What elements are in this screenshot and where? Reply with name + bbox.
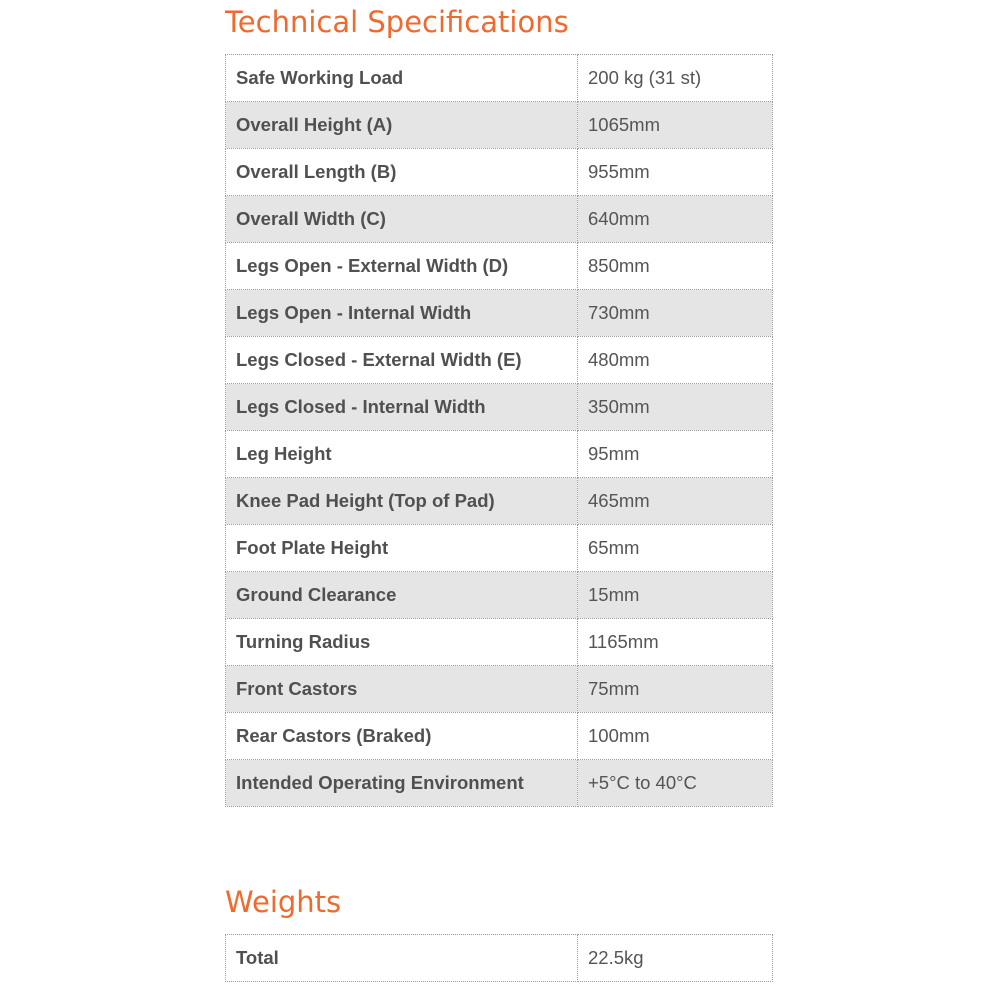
spec-value: 640mm — [578, 196, 773, 243]
spec-label: Safe Working Load — [226, 55, 578, 102]
table-row — [226, 102, 773, 149]
table-row — [226, 149, 773, 196]
spec-value: 1065mm — [578, 102, 773, 149]
spec-value: 850mm — [578, 243, 773, 290]
spec-label: Overall Length (B) — [226, 149, 578, 196]
table-row — [226, 431, 773, 478]
spec-value: 95mm — [578, 431, 773, 478]
spec-value: 65mm — [578, 525, 773, 572]
spec-label: Leg Height — [226, 431, 578, 478]
weights-heading: Weights — [225, 885, 342, 919]
spec-value: 480mm — [578, 337, 773, 384]
table-row — [226, 384, 773, 431]
table-row — [226, 666, 773, 713]
table-row — [226, 713, 773, 760]
table-row — [226, 619, 773, 666]
table-row — [226, 55, 773, 102]
table-row — [226, 760, 773, 807]
spec-label: Total — [226, 935, 578, 982]
spec-value: 350mm — [578, 384, 773, 431]
table-row — [226, 525, 773, 572]
spec-label: Ground Clearance — [226, 572, 578, 619]
spec-value: 100mm — [578, 713, 773, 760]
spec-value: 730mm — [578, 290, 773, 337]
table-row — [226, 196, 773, 243]
spec-label: Legs Open - External Width (D) — [226, 243, 578, 290]
spec-label: Legs Open - Internal Width — [226, 290, 578, 337]
spec-label: Intended Operating Environment — [226, 760, 578, 807]
technical-specifications-table — [225, 54, 773, 807]
spec-label: Legs Closed - Internal Width — [226, 384, 578, 431]
spec-value: 1165mm — [578, 619, 773, 666]
technical-specifications-heading: Technical Specifications — [225, 5, 569, 39]
spec-value: 15mm — [578, 572, 773, 619]
spec-label: Knee Pad Height (Top of Pad) — [226, 478, 578, 525]
table-row — [226, 935, 773, 982]
weights-table — [225, 934, 773, 982]
spec-value: 75mm — [578, 666, 773, 713]
table-row — [226, 478, 773, 525]
table-row — [226, 290, 773, 337]
table-row — [226, 337, 773, 384]
spec-label: Legs Closed - External Width (E) — [226, 337, 578, 384]
spec-label: Overall Width (C) — [226, 196, 578, 243]
spec-label: Front Castors — [226, 666, 578, 713]
spec-label: Foot Plate Height — [226, 525, 578, 572]
table-row — [226, 243, 773, 290]
table-row — [226, 572, 773, 619]
spec-label: Overall Height (A) — [226, 102, 578, 149]
spec-label: Rear Castors (Braked) — [226, 713, 578, 760]
spec-value: 22.5kg — [578, 935, 773, 982]
spec-value: 955mm — [578, 149, 773, 196]
spec-label: Turning Radius — [226, 619, 578, 666]
spec-value: 200 kg (31 st) — [578, 55, 773, 102]
spec-value: 465mm — [578, 478, 773, 525]
spec-value: +5°C to 40°C — [578, 760, 773, 807]
